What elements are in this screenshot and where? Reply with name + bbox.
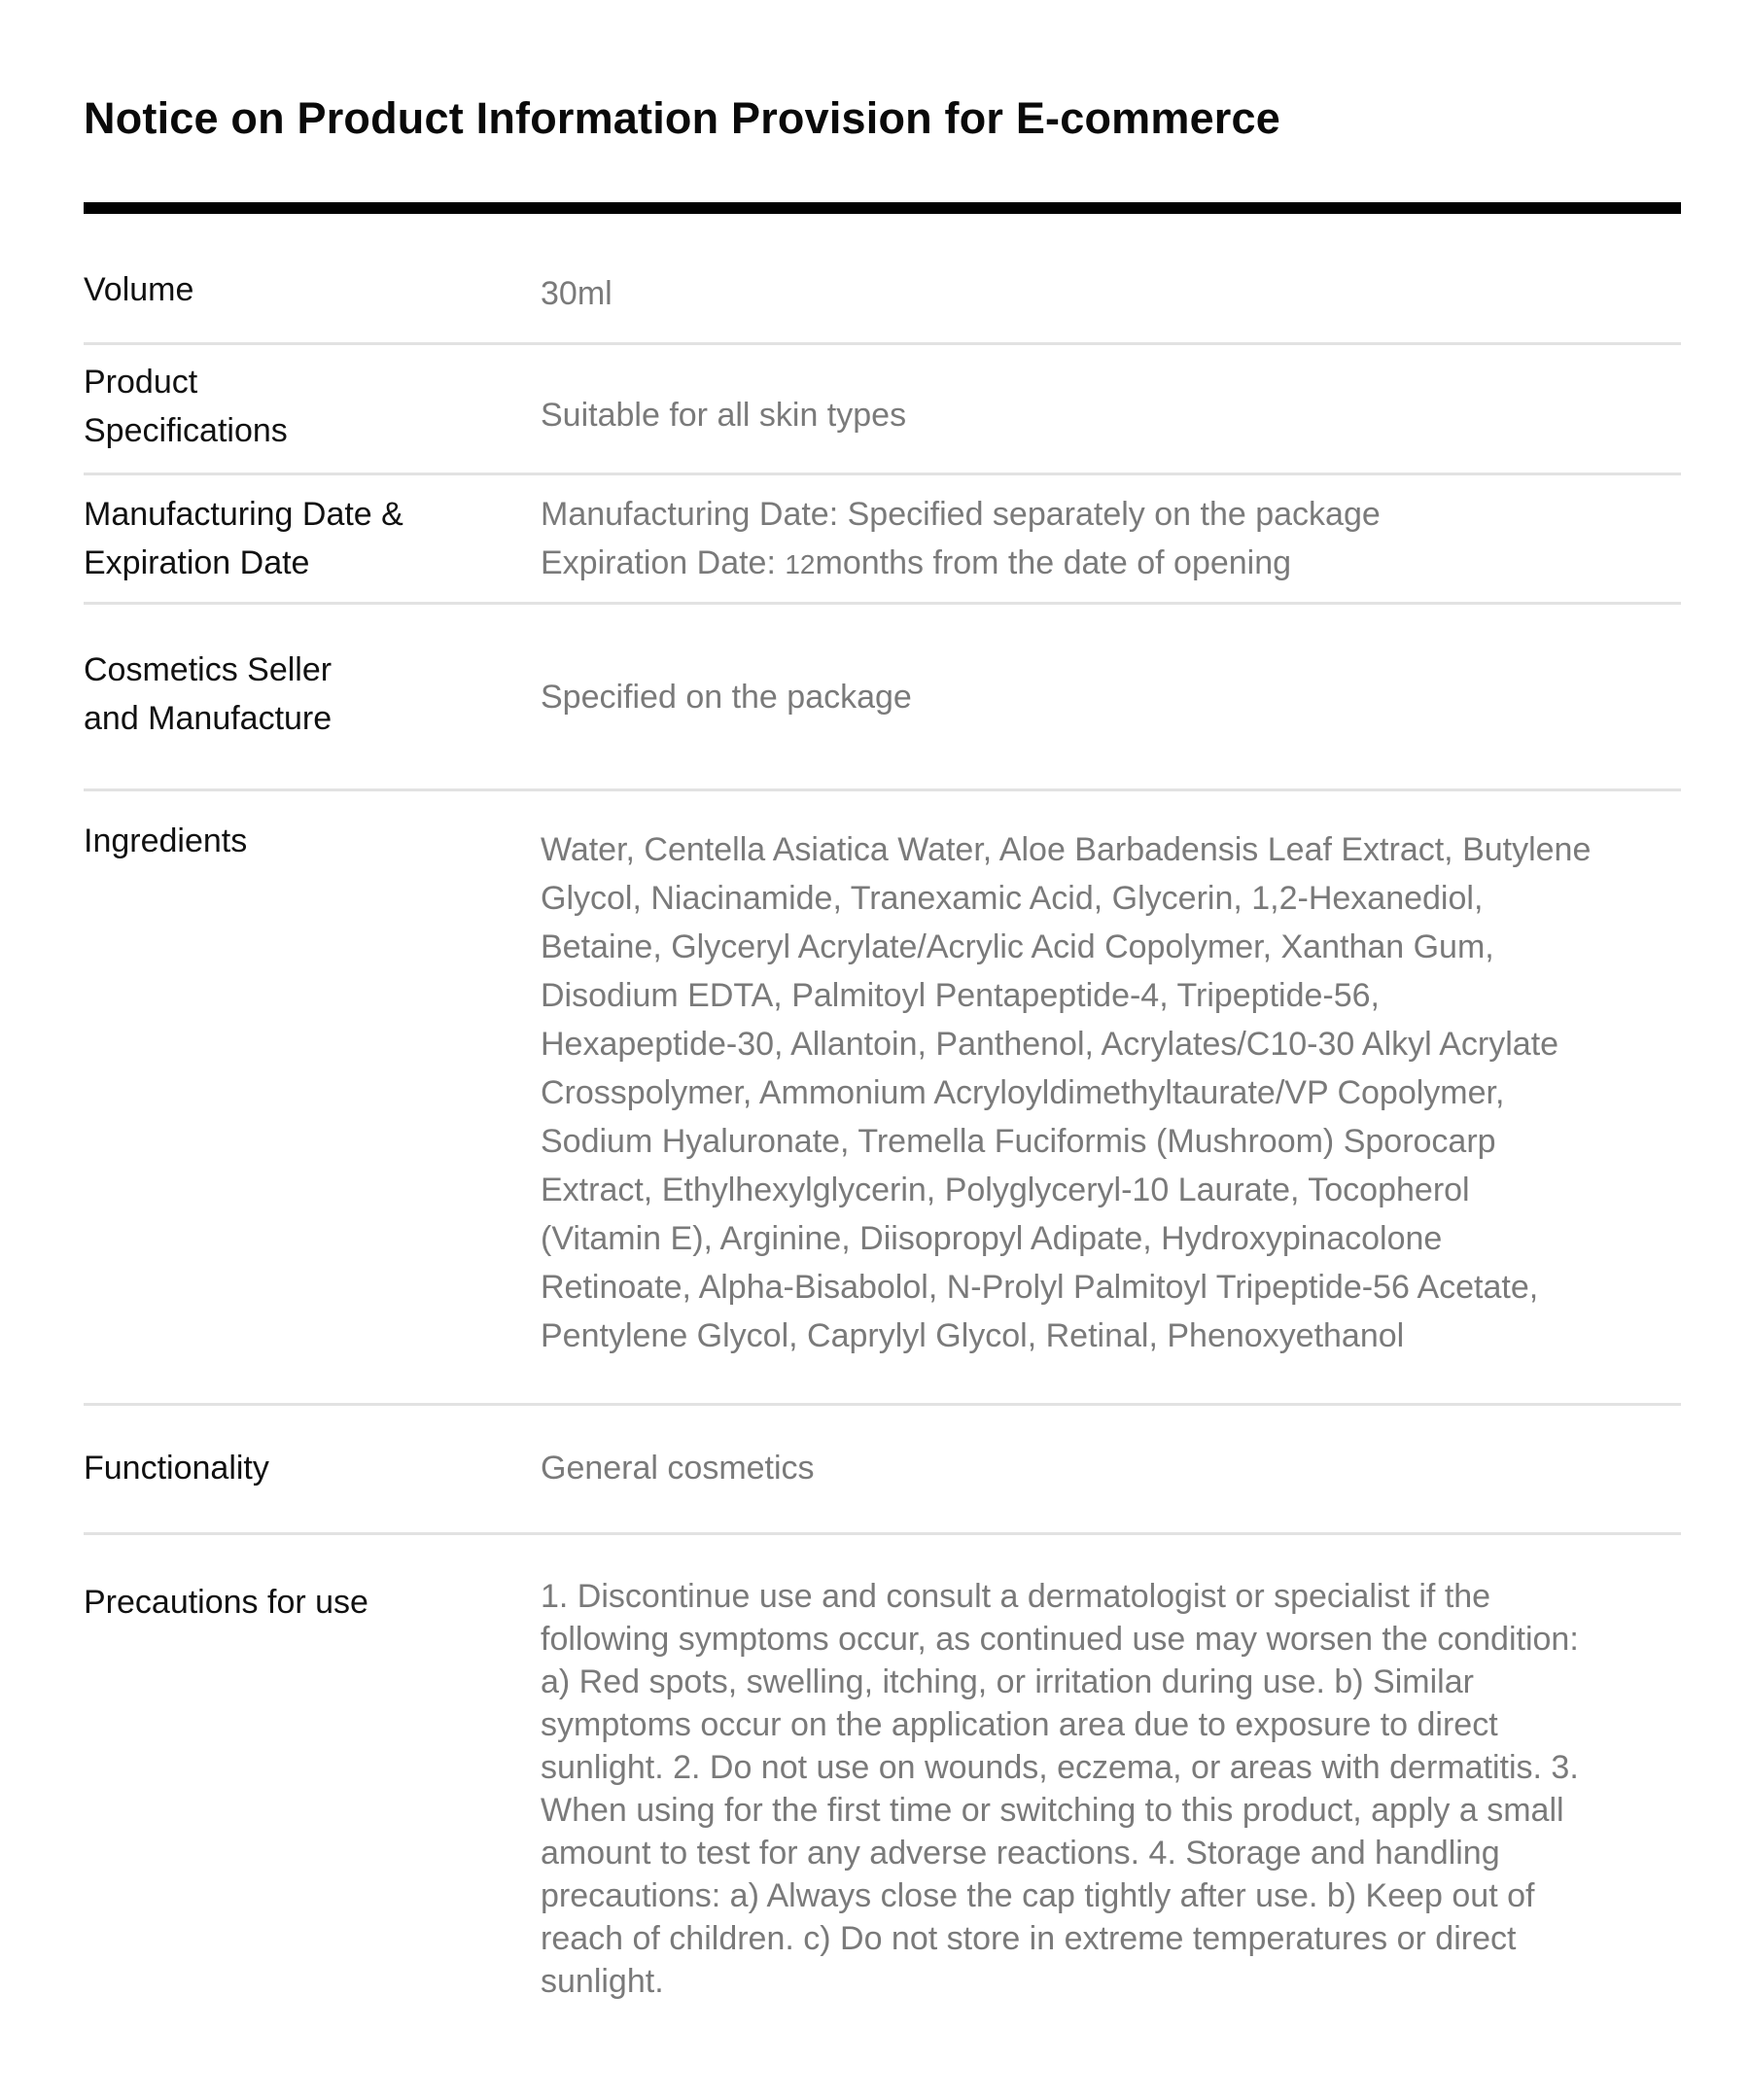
- row-seller: [84, 622, 1681, 778]
- title-divider: [84, 202, 1681, 214]
- label-volume: Volume: [84, 271, 194, 308]
- row-divider: [84, 342, 1681, 345]
- precautions-line: a) Red spots, swelling, itching, or irritation during use. b) Similar: [541, 1663, 1474, 1700]
- manufacturing-date-text: Manufacturing Date: Specified separately on the package: [541, 496, 1381, 533]
- label-dates: [84, 490, 502, 587]
- label-line: and Manufacture: [84, 700, 332, 737]
- precautions-line: sunlight. 2. Do not use on wounds, eczema, or areas with dermatitis. 3.: [541, 1749, 1579, 1786]
- row-volume: [84, 258, 1681, 345]
- precautions-line: When using for the first time or switching to this product, apply a small: [541, 1792, 1564, 1829]
- row-specifications: [84, 355, 1681, 472]
- ingredients-line: Retinoate, Alpha-Bisabolol, N-Prolyl Palmitoyl Tripeptide-56 Acetate,: [541, 1269, 1539, 1306]
- value-specifications: Suitable for all skin types: [541, 397, 907, 434]
- precautions-line: precautions: a) Always close the cap tightly after use. b) Keep out of: [541, 1877, 1535, 1914]
- ingredients-line: Crosspolymer, Ammonium Acryloyldimethyltaurate/VP Copolymer,: [541, 1074, 1505, 1111]
- value-functionality: General cosmetics: [541, 1450, 815, 1487]
- value-seller: Specified on the package: [541, 679, 912, 716]
- ingredients-line: Betaine, Glyceryl Acrylate/Acrylic Acid Copolymer, Xanthan Gum,: [541, 928, 1494, 965]
- value-precautions: [541, 1575, 1688, 2003]
- ingredients-line: Water, Centella Asiatica Water, Aloe Barbadensis Leaf Extract, Butylene: [541, 831, 1592, 868]
- label-line: Expiration Date: [84, 544, 310, 581]
- precautions-line: symptoms occur on the application area due to exposure to direct: [541, 1706, 1498, 1743]
- ingredients-line: Sodium Hyaluronate, Tremella Fuciformis (Mushroom) Sporocarp: [541, 1123, 1496, 1160]
- label-ingredients: Ingredients: [84, 822, 248, 859]
- value-volume: 30ml: [541, 275, 612, 312]
- precautions-line: following symptoms occur, as continued use may worsen the condition:: [541, 1621, 1579, 1658]
- row-divider: [84, 602, 1681, 605]
- ingredients-line: Pentylene Glycol, Caprylyl Glycol, Retinal, Phenoxyethanol: [541, 1317, 1405, 1354]
- value-ingredients: [541, 825, 1688, 1360]
- expiration-months-number: 12: [785, 549, 816, 579]
- row-dates: [84, 486, 1681, 603]
- row-precautions: [84, 1565, 1681, 2032]
- ingredients-line: (Vitamin E), Arginine, Diisopropyl Adipate, Hydroxypinacolone: [541, 1220, 1443, 1257]
- page-title: Notice on Product Information Provision for E-commerce: [84, 93, 1280, 143]
- ingredients-line: Extract, Ethylhexylglycerin, Polyglyceryl-10 Laurate, Tocopherol: [541, 1172, 1470, 1208]
- precautions-line: 1. Discontinue use and consult a dermatologist or specialist if the: [541, 1578, 1491, 1615]
- expiration-date-text: [541, 539, 1688, 589]
- expiration-suffix: months from the date of opening: [815, 544, 1292, 581]
- expiration-prefix: Expiration Date:: [541, 544, 776, 581]
- label-precautions: Precautions for use: [84, 1584, 368, 1621]
- ingredients-line: Glycol, Niacinamide, Tranexamic Acid, Glycerin, 1,2-Hexanediol,: [541, 880, 1484, 917]
- label-line: Specifications: [84, 412, 288, 449]
- row-divider: [84, 1532, 1681, 1535]
- precautions-line: sunlight.: [541, 1963, 664, 2000]
- label-line: Cosmetics Seller: [84, 651, 332, 688]
- row-divider: [84, 1403, 1681, 1406]
- label-functionality: Functionality: [84, 1450, 269, 1487]
- label-specifications: [84, 358, 502, 455]
- precautions-line: reach of children. c) Do not store in extreme temperatures or direct: [541, 1920, 1517, 1957]
- row-functionality: [84, 1419, 1681, 1526]
- label-seller: [84, 646, 502, 743]
- value-dates: [541, 490, 1688, 589]
- label-line: Manufacturing Date &: [84, 496, 403, 533]
- ingredients-line: Disodium EDTA, Palmitoyl Pentapeptide-4, Tripeptide-56,: [541, 977, 1380, 1014]
- label-line: Product: [84, 364, 198, 401]
- row-divider: [84, 472, 1681, 475]
- precautions-line: amount to test for any adverse reactions. 4. Storage and handling: [541, 1835, 1500, 1872]
- row-divider: [84, 788, 1681, 791]
- row-ingredients: [84, 802, 1681, 1385]
- ingredients-line: Hexapeptide-30, Allantoin, Panthenol, Acrylates/C10-30 Alkyl Acrylate: [541, 1026, 1559, 1063]
